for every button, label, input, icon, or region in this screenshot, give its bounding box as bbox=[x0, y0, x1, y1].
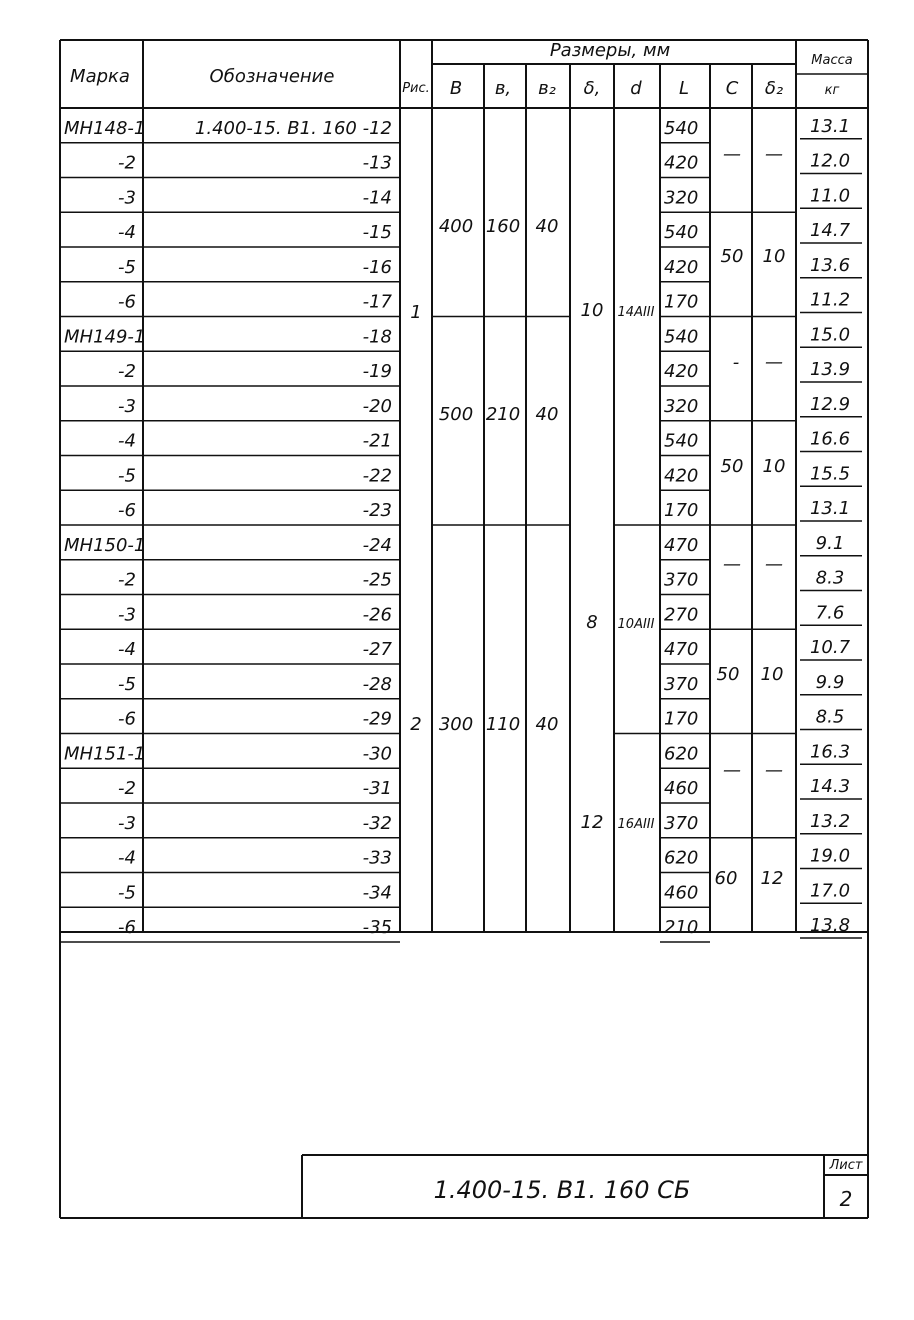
cell-l: 420 bbox=[664, 361, 699, 382]
cell-massa: 9.1 bbox=[815, 532, 845, 554]
cell-massa: 9.9 bbox=[815, 671, 845, 693]
header-massa: Масса bbox=[811, 53, 853, 68]
cell-massa: 8.3 bbox=[815, 567, 845, 589]
cell-marka: -6 bbox=[118, 500, 136, 521]
cell-massa: 12.0 bbox=[809, 150, 851, 172]
g3-b1: 110 bbox=[485, 714, 521, 735]
header-b1: в, bbox=[494, 78, 512, 99]
cell-l: 370 bbox=[664, 569, 699, 591]
cell-l: 470 bbox=[664, 534, 699, 556]
cell-l: 370 bbox=[664, 673, 699, 695]
cell-massa: 10.7 bbox=[809, 637, 851, 658]
ris-1: 1 bbox=[410, 302, 422, 323]
sheet-number: 2 bbox=[839, 1187, 853, 1211]
cell-massa: 13.6 bbox=[809, 254, 851, 276]
ris-2: 2 bbox=[410, 714, 422, 735]
cell-marka: -3 bbox=[118, 604, 136, 626]
table-row bbox=[60, 498, 862, 525]
g2-B: 500 bbox=[438, 404, 474, 425]
cell-oboznachenie: -31 bbox=[362, 778, 392, 799]
cell-oboznachenie: -29 bbox=[362, 708, 392, 730]
cell-oboznachenie: -17 bbox=[362, 291, 392, 313]
cell-l: 540 bbox=[664, 117, 699, 139]
cell-marka: -2 bbox=[118, 778, 136, 799]
cell-l: 420 bbox=[664, 152, 699, 174]
cell-oboznachenie: -26 bbox=[362, 604, 392, 626]
table-row bbox=[60, 568, 862, 595]
delta-c: 12 bbox=[580, 812, 604, 833]
header-d: d bbox=[630, 78, 642, 99]
cell-l: 620 bbox=[664, 847, 699, 869]
cell-l: 460 bbox=[664, 882, 699, 904]
cell-l: 170 bbox=[664, 291, 699, 313]
d-c: 16AIII bbox=[617, 817, 655, 832]
cell-l: 620 bbox=[664, 743, 699, 765]
cell-marka: -4 bbox=[118, 639, 136, 660]
header-B: В bbox=[449, 78, 463, 99]
table-row bbox=[60, 185, 862, 212]
cell-oboznachenie: -32 bbox=[362, 812, 392, 834]
cell-marka: -6 bbox=[118, 708, 136, 730]
cell-oboznachenie: -23 bbox=[362, 500, 392, 521]
cell-oboznachenie: -21 bbox=[362, 430, 392, 452]
cell-massa: 12.9 bbox=[809, 393, 851, 415]
g1-b1: 160 bbox=[485, 216, 521, 237]
table-row bbox=[60, 324, 862, 351]
cell-l: 320 bbox=[664, 187, 699, 209]
table-row bbox=[60, 290, 862, 317]
c-dash-3: — bbox=[723, 554, 741, 575]
cell-marka: -4 bbox=[118, 430, 136, 452]
cell-l: 270 bbox=[664, 604, 699, 626]
cell-massa: 13.1 bbox=[809, 115, 851, 137]
c-dash-1: — bbox=[723, 144, 741, 165]
cell-massa: 11.0 bbox=[809, 185, 851, 207]
cell-oboznachenie: -30 bbox=[362, 743, 392, 765]
c-dash-2: - bbox=[732, 352, 740, 373]
d2-dash-3: — bbox=[765, 554, 783, 575]
d-b: 10AIII bbox=[617, 617, 655, 632]
cell-marka: -2 bbox=[118, 152, 136, 174]
table-row bbox=[60, 151, 862, 178]
d2-d: 12 bbox=[760, 868, 784, 889]
table-row bbox=[60, 915, 862, 942]
c-a: 50 bbox=[720, 246, 744, 267]
cell-l: 170 bbox=[664, 500, 699, 521]
g1-b2: 40 bbox=[535, 216, 559, 237]
header-ris: Рис. bbox=[402, 81, 430, 96]
table-row bbox=[60, 429, 862, 456]
d2-b: 10 bbox=[762, 456, 786, 477]
table-body bbox=[60, 116, 862, 942]
cell-massa: 14.7 bbox=[809, 220, 851, 241]
header-oboznachenie: Обозначение bbox=[209, 66, 335, 87]
cell-massa: 17.0 bbox=[809, 880, 851, 902]
cell-l: 540 bbox=[664, 222, 699, 243]
cell-oboznachenie: 1.400-15. В1. 160 -12 bbox=[194, 117, 392, 139]
table-row bbox=[60, 116, 862, 143]
cell-marka: -2 bbox=[118, 361, 136, 382]
d2-dash-4: — bbox=[765, 760, 783, 781]
c-c: 50 bbox=[716, 664, 740, 685]
cell-marka: МН149-1 bbox=[64, 326, 146, 348]
g2-b1: 210 bbox=[485, 404, 521, 425]
merged-cells bbox=[410, 144, 785, 889]
header-delta1: δ, bbox=[583, 78, 601, 99]
cell-oboznachenie: -34 bbox=[362, 882, 392, 904]
cell-massa: 14.3 bbox=[809, 776, 851, 797]
cell-l: 470 bbox=[664, 639, 699, 660]
cell-oboznachenie: -16 bbox=[362, 256, 392, 278]
d2-dash-2: — bbox=[765, 352, 783, 373]
delta-a: 10 bbox=[580, 300, 604, 321]
g3-B: 300 bbox=[438, 714, 474, 735]
cell-massa: 16.3 bbox=[809, 741, 851, 763]
cell-oboznachenie: -20 bbox=[362, 395, 392, 417]
cell-oboznachenie: -13 bbox=[362, 152, 392, 174]
table-row bbox=[60, 637, 862, 664]
cell-massa: 13.2 bbox=[809, 810, 851, 832]
cell-l: 420 bbox=[664, 465, 699, 487]
table-row bbox=[60, 602, 862, 629]
c-b: 50 bbox=[720, 456, 744, 477]
header-massa-unit: кг bbox=[824, 83, 840, 98]
header-b2: в₂ bbox=[538, 78, 556, 99]
cell-l: 540 bbox=[664, 326, 699, 348]
cell-massa: 15.0 bbox=[809, 324, 851, 346]
cell-marka: -5 bbox=[118, 465, 136, 487]
table-row bbox=[60, 880, 862, 907]
title-block bbox=[302, 1155, 868, 1218]
cell-massa: 11.2 bbox=[809, 289, 851, 311]
c-dash-4: — bbox=[723, 760, 741, 781]
table-row bbox=[60, 672, 862, 699]
cell-marka: МН151-1 bbox=[64, 743, 146, 765]
cell-oboznachenie: -14 bbox=[362, 187, 392, 209]
g3-b2: 40 bbox=[535, 714, 559, 735]
cell-marka: МН148-1 bbox=[64, 117, 146, 139]
cell-massa: 8.5 bbox=[815, 706, 845, 728]
d2-dash-1: — bbox=[765, 144, 783, 165]
cell-oboznachenie: -22 bbox=[362, 465, 392, 487]
table-header bbox=[60, 40, 868, 108]
cell-l: 540 bbox=[664, 430, 699, 452]
cell-l: 420 bbox=[664, 256, 699, 278]
cell-marka: -4 bbox=[118, 222, 136, 243]
d-a: 14AIII bbox=[617, 305, 655, 320]
cell-massa: 7.6 bbox=[815, 602, 845, 624]
cell-marka: -5 bbox=[118, 673, 136, 695]
cell-oboznachenie: -19 bbox=[362, 361, 392, 382]
table-row bbox=[60, 359, 862, 386]
cell-oboznachenie: -27 bbox=[362, 639, 392, 660]
g1-B: 400 bbox=[438, 216, 474, 237]
cell-l: 370 bbox=[664, 812, 699, 834]
d2-c: 10 bbox=[760, 664, 784, 685]
cell-l: 460 bbox=[664, 778, 699, 799]
cell-massa: 13.9 bbox=[809, 359, 851, 380]
cell-oboznachenie: -24 bbox=[362, 534, 392, 556]
cell-marka: -4 bbox=[118, 847, 136, 869]
header-marka: Марка bbox=[70, 66, 130, 87]
cell-oboznachenie: -33 bbox=[362, 847, 392, 869]
header-razmery: Размеры, мм bbox=[549, 40, 671, 61]
table-row bbox=[60, 846, 862, 873]
cell-marka: -6 bbox=[118, 917, 136, 938]
sheet-label: Лист bbox=[829, 1158, 863, 1173]
table-row bbox=[60, 776, 862, 803]
table-row bbox=[60, 811, 862, 838]
drawing-designation: 1.400-15. В1. 160 СБ bbox=[433, 1176, 691, 1204]
cell-l: 210 bbox=[664, 917, 699, 938]
cell-marka: -3 bbox=[118, 395, 136, 417]
cell-massa: 19.0 bbox=[809, 845, 851, 867]
delta-b: 8 bbox=[586, 612, 598, 633]
cell-marka: -3 bbox=[118, 187, 136, 209]
cell-marka: -5 bbox=[118, 256, 136, 278]
cell-massa: 13.1 bbox=[809, 498, 851, 519]
cell-massa: 16.6 bbox=[809, 428, 851, 450]
cell-oboznachenie: -25 bbox=[362, 569, 392, 591]
cell-massa: 15.5 bbox=[809, 463, 851, 485]
cell-oboznachenie: -35 bbox=[362, 917, 392, 938]
cell-l: 320 bbox=[664, 395, 699, 417]
table-row bbox=[60, 533, 862, 560]
cell-oboznachenie: -28 bbox=[362, 673, 392, 695]
cell-oboznachenie: -18 bbox=[362, 326, 392, 348]
c-d: 60 bbox=[714, 868, 738, 889]
cell-l: 170 bbox=[664, 708, 699, 730]
cell-massa: 13.8 bbox=[809, 915, 851, 936]
cell-marka: -6 bbox=[118, 291, 136, 313]
cell-marka: МН150-1 bbox=[64, 534, 146, 556]
cell-marka: -2 bbox=[118, 569, 136, 591]
g2-b2: 40 bbox=[535, 404, 559, 425]
cell-marka: -5 bbox=[118, 882, 136, 904]
table-row bbox=[60, 741, 862, 768]
header-l: L bbox=[678, 78, 690, 99]
header-delta2: δ₂ bbox=[764, 78, 784, 99]
header-C: С bbox=[725, 78, 739, 99]
cell-oboznachenie: -15 bbox=[362, 222, 392, 243]
cell-marka: -3 bbox=[118, 812, 136, 834]
d2-a: 10 bbox=[762, 246, 786, 267]
